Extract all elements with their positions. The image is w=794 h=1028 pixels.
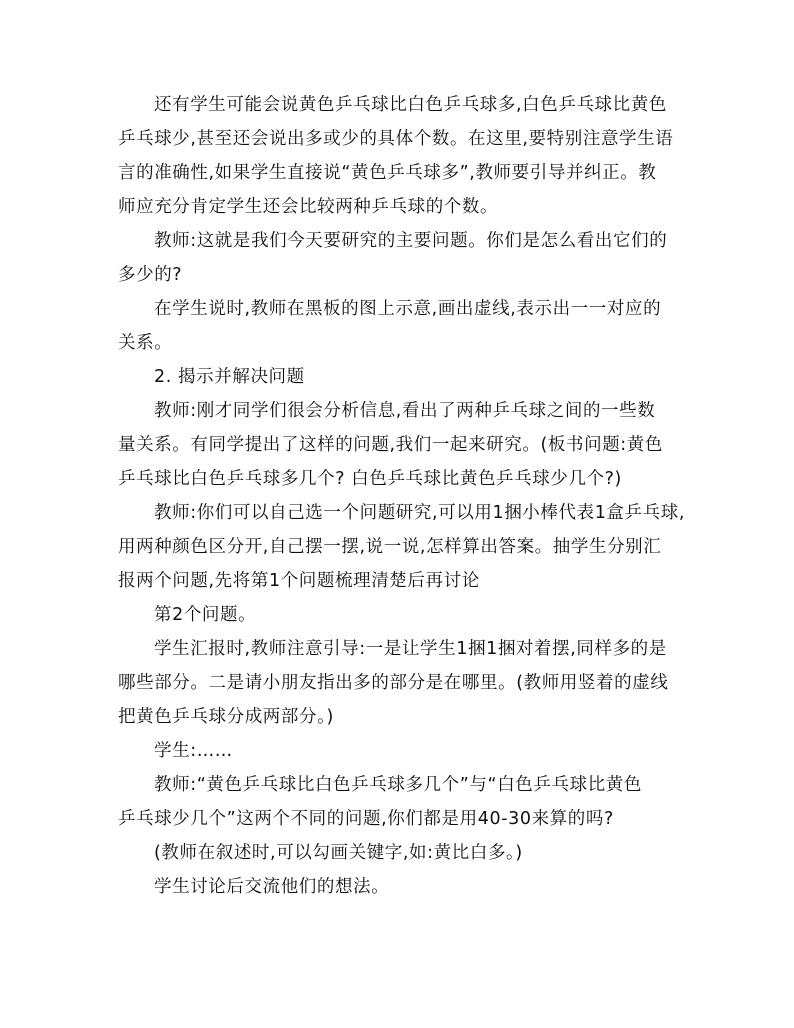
text-line: 学生汇报时,教师注意引导:一是让学生1捆1捆对着摆,同样多的是 <box>154 639 667 659</box>
paragraph-second-problem <box>118 598 684 632</box>
document-body <box>118 88 684 904</box>
paragraph-teacher-choose-problem <box>118 496 684 598</box>
text-line: 师应充分肯定学生还会比较两种乒乓球的个数。 <box>118 197 499 217</box>
text-line: 把黄色乒乓球分成两部分。) <box>118 707 334 727</box>
text-line: 教师:这就是我们今天要研究的主要问题。你们是怎么看出它们的 <box>154 231 668 251</box>
paragraph-student-discussion <box>118 870 684 904</box>
text-line: 还有学生可能会说黄色乒乓球比白色乒乓球多,白色乒乓球比黄色 <box>154 95 667 115</box>
paragraph-student-response <box>118 734 684 768</box>
paragraph-student-statements <box>118 88 684 224</box>
text-line: 学生:…… <box>154 741 233 761</box>
paragraph-keyword-note <box>118 836 684 870</box>
text-line: 言的准确性,如果学生直接说“黄色乒乓球多”,教师要引导并纠正。教 <box>118 163 657 183</box>
text-line: 2. 揭示并解决问题 <box>154 367 305 387</box>
text-line: 哪些部分。二是请小朋友指出多的部分是在哪里。(教师用竖着的虚线 <box>118 673 669 693</box>
text-line: 关系。 <box>118 333 173 353</box>
paragraph-dashed-lines <box>118 292 684 360</box>
paragraph-teacher-compare-questions <box>118 768 684 836</box>
text-line: (教师在叙述时,可以勾画关键字,如:黄比白多。) <box>154 843 523 863</box>
text-line: 学生讨论后交流他们的想法。 <box>154 877 390 897</box>
text-line: 教师:你们可以自己选一个问题研究,可以用1捆小棒代表1盒乒乓球, <box>154 503 685 523</box>
text-line: 多少的? <box>118 265 183 285</box>
section-heading-reveal-solve <box>118 360 684 394</box>
text-line: 乒乓球少几个”这两个不同的问题,你们都是用40-30来算的吗? <box>118 809 614 829</box>
text-line: 第2个问题。 <box>154 605 257 625</box>
text-line: 在学生说时,教师在黑板的图上示意,画出虚线,表示出一一对应的 <box>154 299 662 319</box>
text-line: 乒乓球比白色乒乓球多几个? 白色乒乓球比黄色乒乓球少几个?) <box>118 469 622 489</box>
text-line: 量关系。有同学提出了这样的问题,我们一起来研究。(板书问题:黄色 <box>118 435 663 455</box>
text-line: 报两个问题,先将第1个问题梳理清楚后再讨论 <box>118 571 480 591</box>
paragraph-student-report <box>118 632 684 734</box>
text-line: 教师:刚才同学们很会分析信息,看出了两种乒乓球之间的一些数 <box>154 401 656 421</box>
paragraph-teacher-main-question <box>118 224 684 292</box>
text-line: 乒乓球少,甚至还会说出多或少的具体个数。在这里,要特别注意学生语 <box>118 129 674 149</box>
paragraph-teacher-analysis <box>118 394 684 496</box>
text-line: 用两种颜色区分开,自己摆一摆,说一说,怎样算出答案。抽学生分别汇 <box>118 537 662 557</box>
text-line: 教师:“黄色乒乓球比白色乒乓球多几个”与“白色乒乓球比黄色 <box>154 775 642 795</box>
